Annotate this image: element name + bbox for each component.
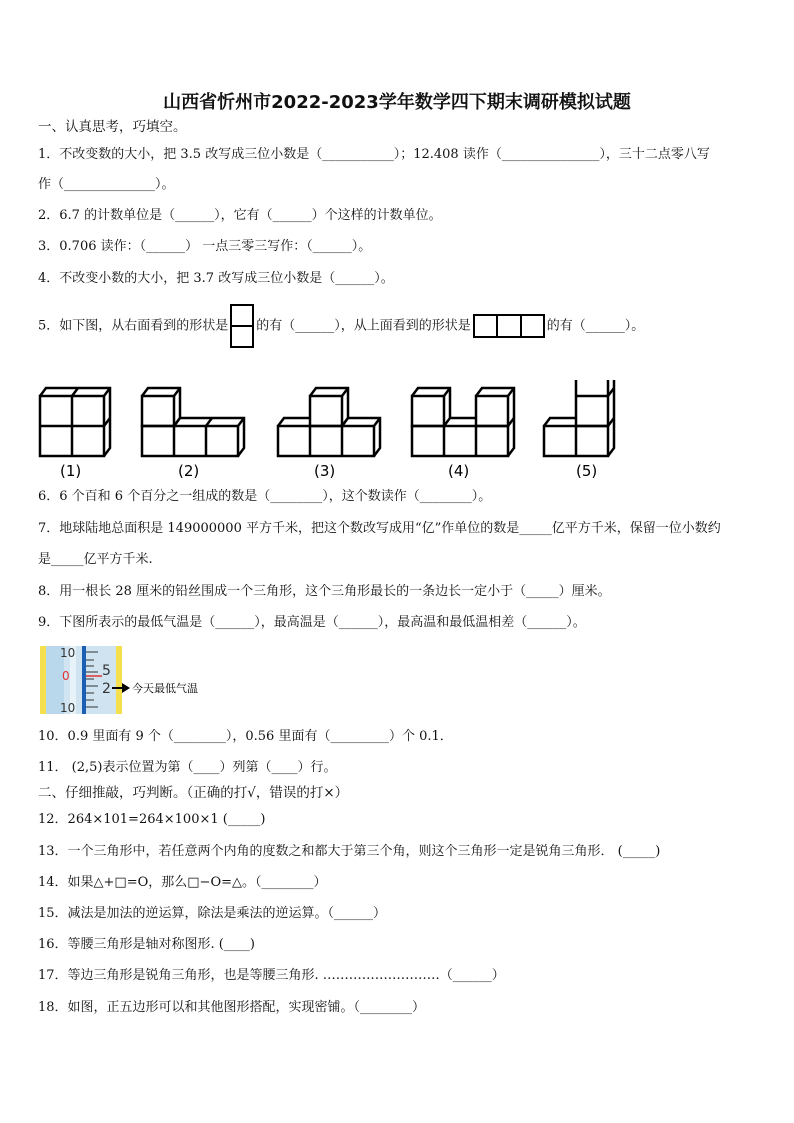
top-view-shape-icon <box>473 314 545 338</box>
figure-label-4: (4) <box>448 462 470 480</box>
cube-figure-1 <box>40 388 110 456</box>
question-15: 15．减法是加法的逆运算，除法是乘法的逆运算。（______） <box>38 906 387 921</box>
cube-figure-5 <box>544 380 614 456</box>
right-view-shape-icon <box>230 304 254 348</box>
section-1-heading: 一、认真思考，巧填空。 <box>38 119 187 135</box>
question-5-part-1: 5．如下图，从右面看到的形状是 <box>38 318 229 334</box>
question-3: 3．0.706 读作：（______） 一点三零三写作：（______）。 <box>38 239 372 254</box>
thermometer-figure <box>40 646 240 714</box>
question-9: 9．下图所表示的最低气温是（______），最高温是（______），最高温和最低温相差（______）。 <box>38 615 586 630</box>
figure-label-5: (5) <box>576 462 598 480</box>
question-13: 13．一个三角形中，若任意两个内角的度数之和都大于第三个角，则这个三角形一定是锐角三角形． (_____) <box>38 844 661 859</box>
question-2: 2．6.7 的计数单位是（______），它有（______）个这样的计数单位。 <box>38 208 442 223</box>
thermo-bottom-label: 10 <box>60 701 76 714</box>
figure-label-2: (2) <box>178 462 200 480</box>
cube-figure-4 <box>412 388 514 456</box>
question-18: 18．如图，正五边形可以和其他图形搭配，实现密铺。（________） <box>38 1000 426 1015</box>
section-2-heading: 二、仔细推敲，巧判断。（正确的打√，错误的打×） <box>38 785 349 801</box>
question-7-line-1: 7．地球陆地总面积是 149000000 平方千米，把这个数改写成用“亿”作单位的数是_____亿平方千米，保留一位小数约 <box>38 521 721 536</box>
question-5-part-3: 的有（______）。 <box>546 318 645 334</box>
page-title: 山西省忻州市2022-2023学年数学四下期末调研模拟试题 <box>163 92 631 113</box>
question-17: 17．等边三角形是锐角三角形，也是等腰三角形. ………………………（______） <box>38 968 505 983</box>
question-11: 11． (2,5)表示位置为第（____）列第（____）行。 <box>38 760 337 775</box>
question-1-line-1: 1．不改变数的大小，把 3.5 改写成三位小数是（___________）；12.408 读作（_______________），三十二点零八写 <box>38 147 710 162</box>
thermo-low-label: 2 <box>102 681 111 697</box>
question-16: 16．等腰三角形是轴对称图形. (____) <box>38 937 255 952</box>
thermo-top-label: 10 <box>60 646 76 660</box>
figure-label-3: (3) <box>314 462 336 480</box>
question-10: 10．0.9 里面有 9 个（________），0.56 里面有（_________）个 0.1． <box>38 729 453 744</box>
arrow-right-icon <box>122 683 130 693</box>
question-1-line-2: 作（______________）。 <box>38 177 175 192</box>
question-12: 12．264×101=264×100×1 (_____) <box>38 812 266 827</box>
question-5 <box>38 304 758 348</box>
cube-figures <box>38 380 628 480</box>
cube-figure-2 <box>142 388 244 456</box>
question-4: 4．不改变小数的大小，把 3.7 改写成三位小数是（______）。 <box>38 271 394 286</box>
thermo-caption: 今天最低气温 <box>132 682 198 695</box>
figure-label-1: (1) <box>60 462 82 480</box>
thermo-zero-label: 0 <box>62 669 70 683</box>
cube-figure-3 <box>278 388 380 456</box>
thermo-high-label: 5 <box>102 663 111 679</box>
question-14: 14．如果△+□=O，那么□−O=△。（________） <box>38 875 327 890</box>
question-6: 6．6 个百和 6 个百分之一组成的数是（________），这个数读作（________）。 <box>38 489 492 504</box>
question-8: 8．用一根长 28 厘米的铅丝围成一个三角形，这个三角形最长的一条边长一定小于（_____）厘米。 <box>38 584 611 599</box>
question-5-part-2: 的有（______），从上面看到的形状是 <box>256 318 471 334</box>
question-7-line-2: 是_____亿平方千米. <box>38 552 153 567</box>
